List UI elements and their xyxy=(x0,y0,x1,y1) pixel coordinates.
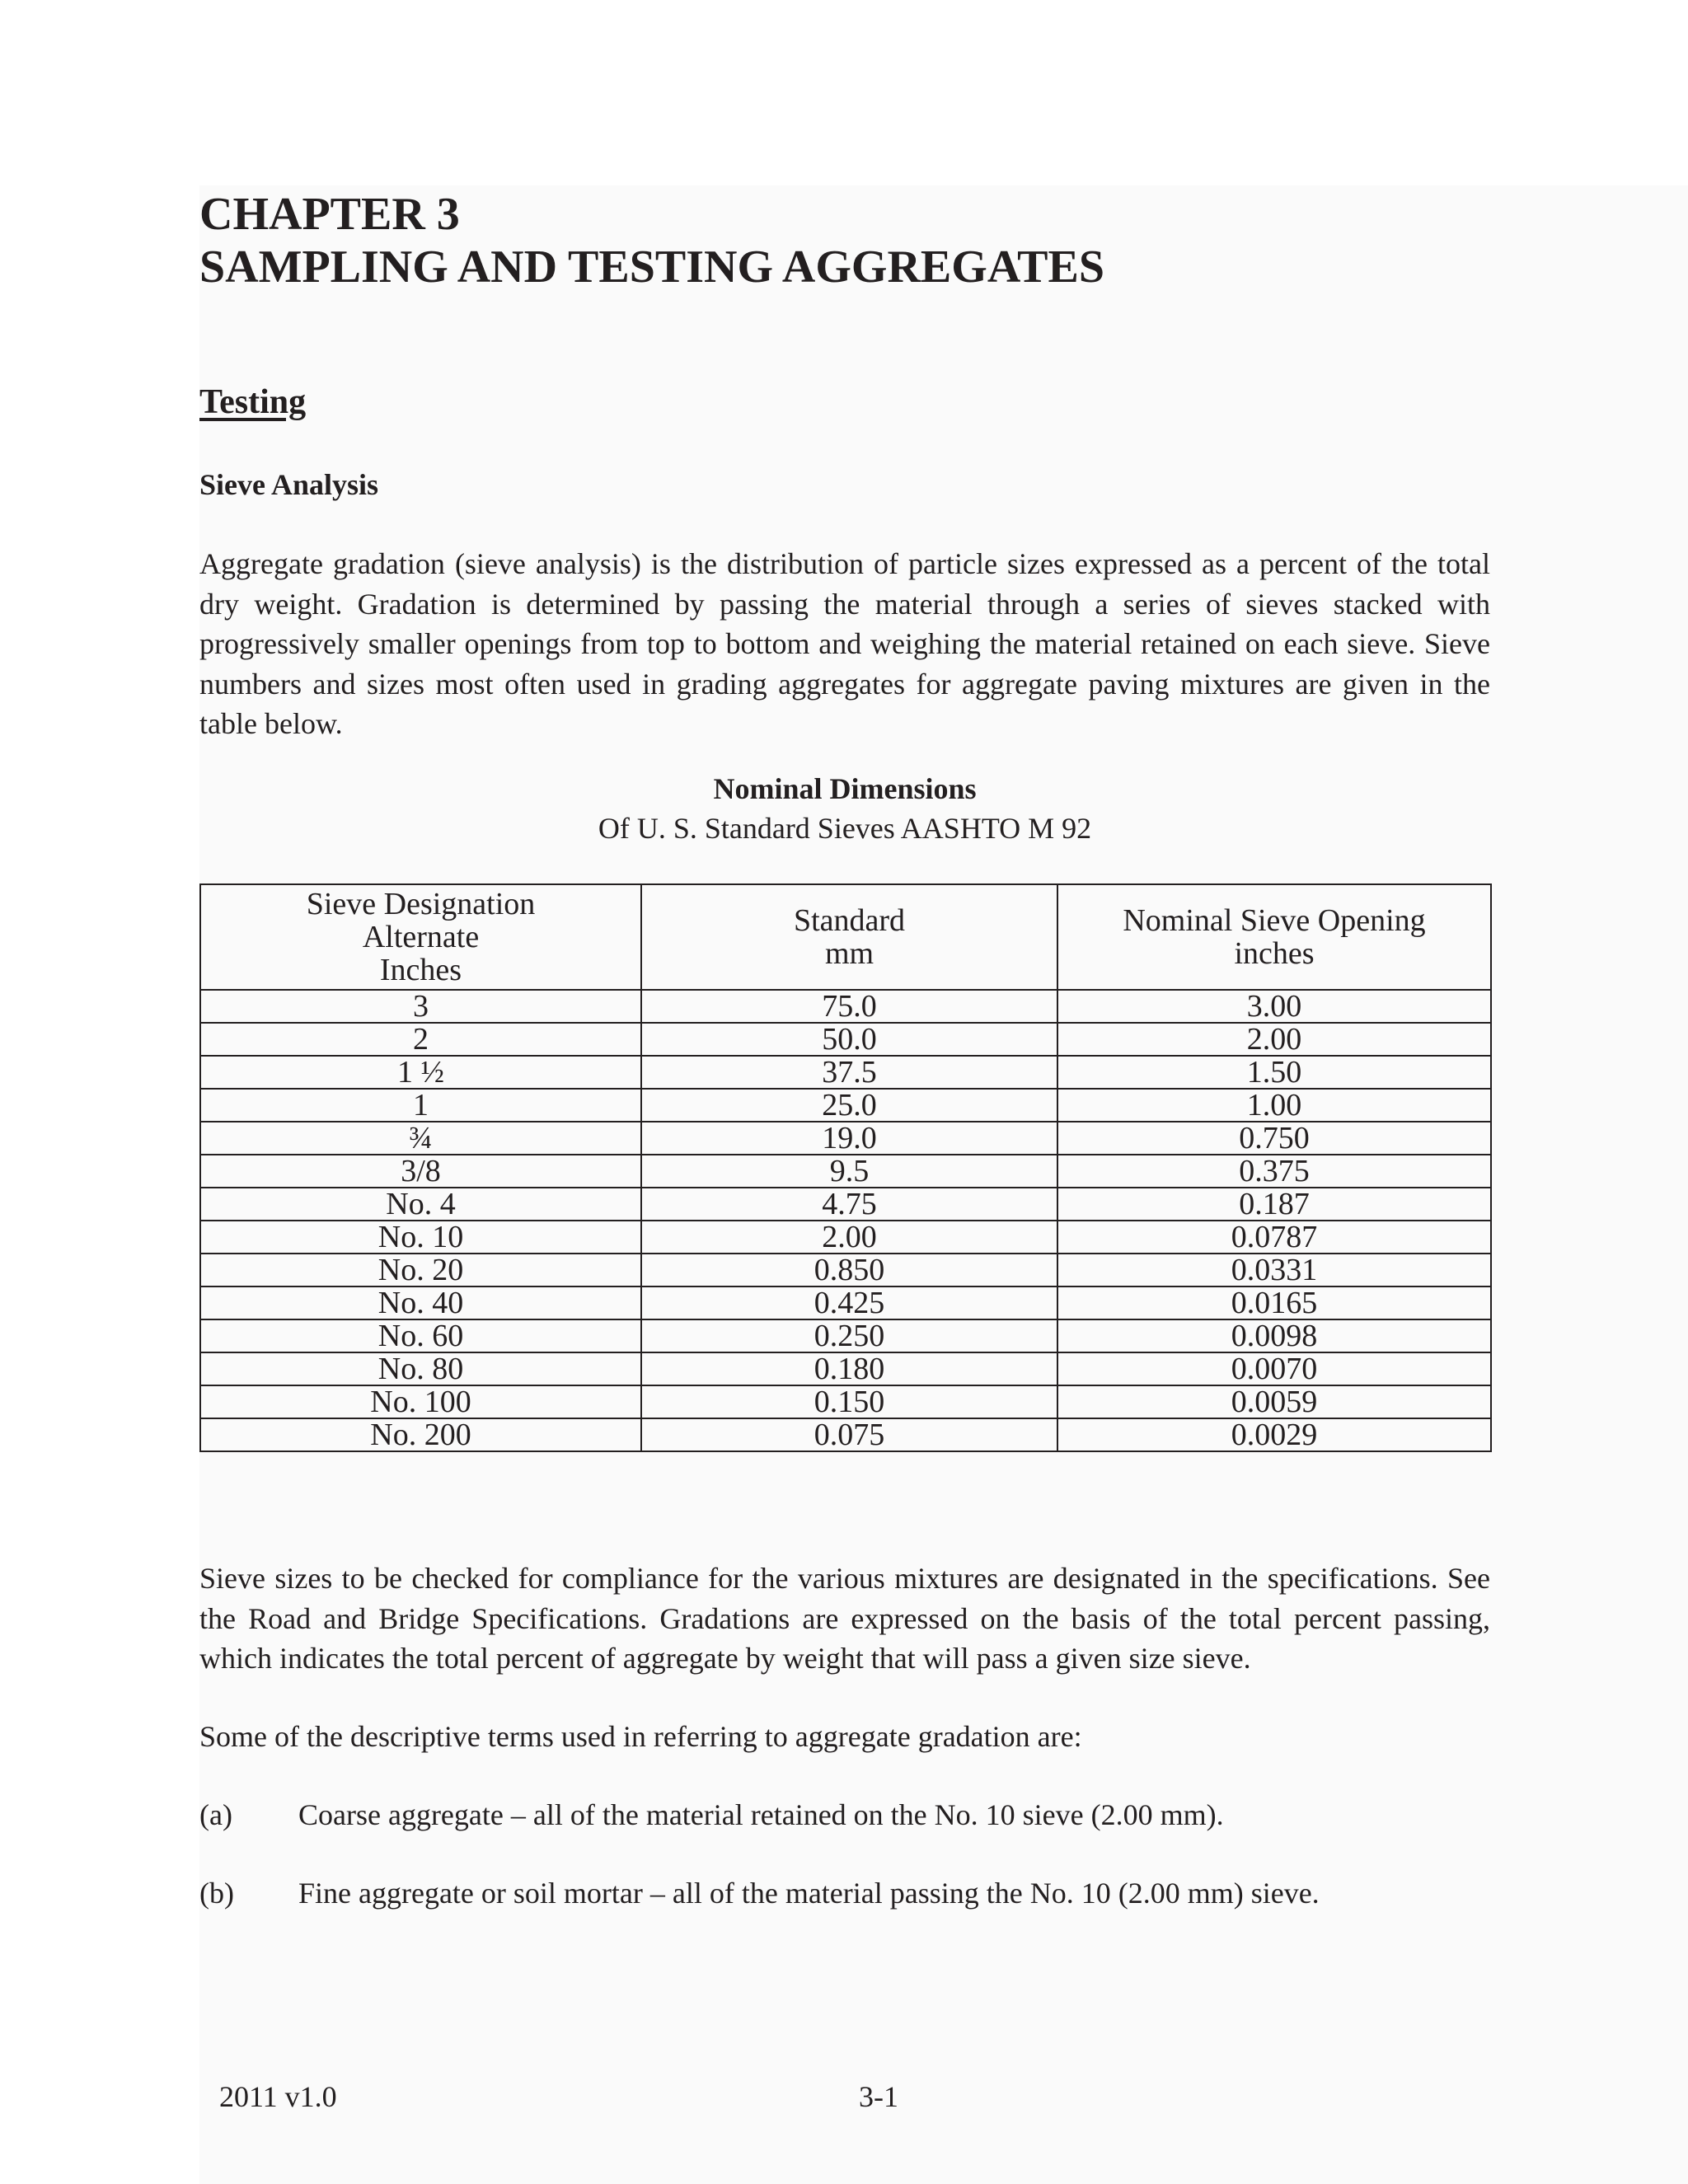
cell-sieve-designation: No. 200 xyxy=(200,1418,641,1451)
cell-standard-mm: 4.75 xyxy=(641,1188,1057,1221)
table-row xyxy=(200,1023,1491,1056)
cell-sieve-designation: No. 80 xyxy=(200,1352,641,1385)
cell-nominal-inches: 0.0029 xyxy=(1057,1418,1491,1451)
compliance-paragraph: Sieve sizes to be checked for compliance for the various mixtures are designated in the specifications. See the Road and Bridge Specifications. Gradations are expressed on the basis of the total percent passing, which indicates the total percent of aggregate by weight that will pass a given size sieve. xyxy=(199,1562,1490,1675)
page-number: 3-1 xyxy=(859,2080,898,2113)
list-marker: (a) xyxy=(199,1798,232,1831)
cell-standard-mm: 9.5 xyxy=(641,1155,1057,1188)
table-header-row xyxy=(200,884,1491,990)
table-row xyxy=(200,1221,1491,1254)
table-row xyxy=(200,1352,1491,1385)
table-row xyxy=(200,990,1491,1023)
header-standard-mm: Standard mm xyxy=(641,884,1057,990)
chapter-number: CHAPTER 3 xyxy=(199,189,460,240)
sieve-table xyxy=(199,883,1492,1452)
sub-heading: Sieve Analysis xyxy=(199,468,379,501)
cell-standard-mm: 25.0 xyxy=(641,1089,1057,1122)
cell-nominal-inches: 0.0331 xyxy=(1057,1254,1491,1286)
terms-intro-paragraph: Some of the descriptive terms used in referring to aggregate gradation are: xyxy=(199,1720,1082,1753)
table-caption-title: Nominal Dimensions xyxy=(713,772,977,805)
cell-standard-mm: 19.0 xyxy=(641,1122,1057,1155)
chapter-name: SAMPLING AND TESTING AGGREGATES xyxy=(199,241,1104,293)
cell-nominal-inches: 0.375 xyxy=(1057,1155,1491,1188)
cell-sieve-designation: 1 xyxy=(200,1089,641,1122)
cell-nominal-inches: 2.00 xyxy=(1057,1023,1491,1056)
cell-standard-mm: 50.0 xyxy=(641,1023,1057,1056)
cell-sieve-designation: ¾ xyxy=(200,1122,641,1155)
table-row xyxy=(200,1286,1491,1319)
cell-nominal-inches: 0.0070 xyxy=(1057,1352,1491,1385)
cell-standard-mm: 0.250 xyxy=(641,1319,1057,1352)
list-item-text: Fine aggregate or soil mortar – all of the material passing the No. 10 (2.00 mm) sieve. xyxy=(298,1877,1320,1910)
table-caption-subtitle: Of U. S. Standard Sieves AASHTO M 92 xyxy=(598,812,1092,845)
cell-nominal-inches: 0.0787 xyxy=(1057,1221,1491,1254)
table-row xyxy=(200,1122,1491,1155)
table-row xyxy=(200,1385,1491,1418)
table-row xyxy=(200,1188,1491,1221)
chapter-title xyxy=(199,188,1104,293)
list-item xyxy=(199,1873,1320,1913)
cell-standard-mm: 75.0 xyxy=(641,990,1057,1023)
cell-nominal-inches: 0.0098 xyxy=(1057,1319,1491,1352)
cell-nominal-inches: 0.750 xyxy=(1057,1122,1491,1155)
cell-sieve-designation: 2 xyxy=(200,1023,641,1056)
list-marker: (b) xyxy=(199,1877,234,1910)
footer-version: 2011 v1.0 xyxy=(219,2080,337,2113)
cell-standard-mm: 0.850 xyxy=(641,1254,1057,1286)
intro-paragraph: Aggregate gradation (sieve analysis) is the distribution of particle sizes expressed as a percent of the total dry weight. Gradation is determined by passing the material through a series of sieves stacked with progressively smaller openings from top to bottom and weighing the material retained on each sieve. Sieve numbers and sizes most often used in grading aggregates for aggregate paving mixtures are given in the table below. xyxy=(199,547,1490,740)
cell-sieve-designation: No. 100 xyxy=(200,1385,641,1418)
cell-sieve-designation: No. 60 xyxy=(200,1319,641,1352)
list-item xyxy=(199,1795,1224,1835)
cell-sieve-designation: No. 10 xyxy=(200,1221,641,1254)
table-caption xyxy=(199,769,1490,848)
cell-standard-mm: 0.150 xyxy=(641,1385,1057,1418)
cell-nominal-inches: 1.50 xyxy=(1057,1056,1491,1089)
header-sieve-designation: Sieve Designation Alternate Inches xyxy=(200,884,641,990)
cell-nominal-inches: 0.0165 xyxy=(1057,1286,1491,1319)
cell-nominal-inches: 0.187 xyxy=(1057,1188,1491,1221)
cell-sieve-designation: 3 xyxy=(200,990,641,1023)
cell-sieve-designation: No. 4 xyxy=(200,1188,641,1221)
cell-standard-mm: 0.180 xyxy=(641,1352,1057,1385)
cell-standard-mm: 0.075 xyxy=(641,1418,1057,1451)
list-item-text: Coarse aggregate – all of the material retained on the No. 10 sieve (2.00 mm). xyxy=(298,1798,1224,1831)
cell-nominal-inches: 3.00 xyxy=(1057,990,1491,1023)
section-heading: Testing xyxy=(199,383,307,421)
table-row xyxy=(200,1254,1491,1286)
header-nominal-opening: Nominal Sieve Opening inches xyxy=(1057,884,1491,990)
cell-standard-mm: 2.00 xyxy=(641,1221,1057,1254)
cell-standard-mm: 37.5 xyxy=(641,1056,1057,1089)
cell-sieve-designation: 3/8 xyxy=(200,1155,641,1188)
table-row xyxy=(200,1418,1491,1451)
cell-sieve-designation: No. 20 xyxy=(200,1254,641,1286)
table-row xyxy=(200,1056,1491,1089)
table-row xyxy=(200,1155,1491,1188)
cell-nominal-inches: 1.00 xyxy=(1057,1089,1491,1122)
cell-standard-mm: 0.425 xyxy=(641,1286,1057,1319)
cell-sieve-designation: 1 ½ xyxy=(200,1056,641,1089)
cell-sieve-designation: No. 40 xyxy=(200,1286,641,1319)
cell-nominal-inches: 0.0059 xyxy=(1057,1385,1491,1418)
table-row xyxy=(200,1089,1491,1122)
table-row xyxy=(200,1319,1491,1352)
